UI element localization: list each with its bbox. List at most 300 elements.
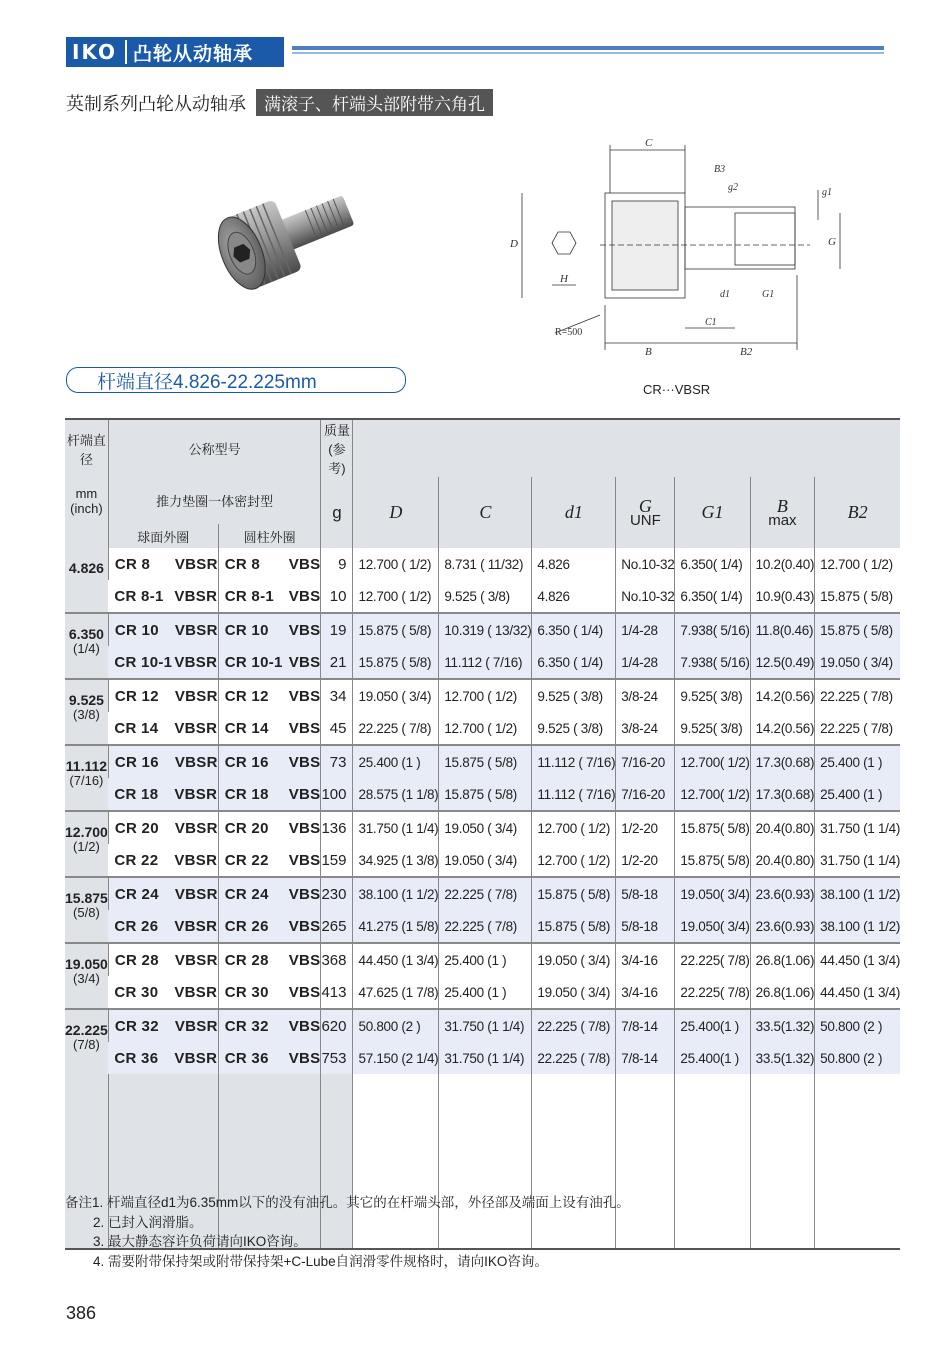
- cell-G: 7/16-20: [616, 745, 675, 778]
- shaft-dia-mm: 9.525: [68, 692, 104, 708]
- cell-C: 19.050 ( 3/4): [439, 844, 532, 877]
- bearing-photo: [185, 170, 380, 310]
- cell-g: 73: [321, 745, 353, 778]
- cell-B2: 38.100 (1 1/2): [815, 877, 900, 910]
- cell-C: 10.319 ( 13/32): [439, 613, 532, 646]
- model-spherical: [108, 613, 218, 646]
- th-g: g: [321, 477, 353, 548]
- cell-g: 159: [321, 844, 353, 877]
- cell-B: 11.8(0.46): [750, 613, 815, 646]
- model-suffix: VBS: [288, 785, 321, 803]
- cell-B2: 25.400 (1 ): [815, 778, 900, 811]
- model-suffix: VBSR: [174, 653, 218, 671]
- cell-G1: 25.400(1 ): [675, 1009, 750, 1042]
- cell-D: 38.100 (1 1/2): [353, 877, 439, 910]
- model-suffix: VBS: [288, 555, 321, 573]
- model-cylindrical: [218, 877, 321, 910]
- table-row: [65, 745, 900, 778]
- table-row: [65, 844, 900, 877]
- model-prefix: CR 8: [224, 555, 261, 573]
- header-rule-thin: [292, 52, 884, 54]
- th-B-max: max: [768, 511, 797, 529]
- th-G1: G1: [675, 477, 750, 548]
- cell-C: 12.700 ( 1/2): [439, 712, 532, 745]
- shaft-dia-cell: [65, 943, 108, 1009]
- cell-d1: 11.112 ( 7/16): [532, 745, 616, 778]
- model-suffix: VBSR: [174, 819, 218, 837]
- model-suffix: VBSR: [174, 753, 218, 771]
- cell-C: 22.225 ( 7/8): [439, 877, 532, 910]
- dim-label-H: H: [560, 273, 568, 285]
- cell-B: 10.9(0.43): [750, 580, 815, 613]
- cell-g: 10: [321, 580, 353, 613]
- shaft-dia-cell: [65, 548, 108, 613]
- shaft-dia-mm: 19.050: [65, 956, 108, 972]
- cell-G: No.10-32: [616, 548, 675, 580]
- header-banner: [66, 37, 284, 67]
- model-prefix: CR 10: [224, 621, 269, 639]
- model-prefix: CR 16: [224, 753, 269, 771]
- shaft-dia-inch: (7/8): [73, 1037, 100, 1052]
- cell-g: 9: [321, 548, 353, 580]
- brand-logo: IKO: [66, 40, 127, 64]
- model-prefix: CR 10-1: [114, 653, 173, 671]
- model-suffix: VBS: [288, 653, 321, 671]
- drawing-caption: CR···VBSR: [643, 382, 711, 397]
- model-prefix: CR 10-1: [224, 653, 283, 671]
- cell-D: 31.750 (1 1/4): [353, 811, 439, 844]
- cell-g: 45: [321, 712, 353, 745]
- cell-G: 1/4-28: [616, 646, 675, 679]
- cell-G1: 6.350( 1/4): [675, 548, 750, 580]
- cell-d1: 9.525 ( 3/8): [532, 679, 616, 712]
- cell-g: 34: [321, 679, 353, 712]
- shaft-dia-mm: 12.700: [65, 824, 108, 840]
- model-prefix: CR 20: [224, 819, 269, 837]
- cell-d1: 22.225 ( 7/8): [532, 1009, 616, 1042]
- model-suffix: VBSR: [174, 785, 218, 803]
- cell-G: 3/4-16: [616, 976, 675, 1009]
- table-row: [65, 679, 900, 712]
- shaft-dia-cell: [65, 745, 108, 811]
- cell-C: 25.400 (1 ): [439, 943, 532, 976]
- cell-C: 9.525 ( 3/8): [439, 580, 532, 613]
- cell-d1: 6.350 ( 1/4): [532, 613, 616, 646]
- model-prefix: CR 22: [114, 851, 159, 869]
- cell-B: 12.5(0.49): [750, 646, 815, 679]
- model-suffix: VBSR: [174, 1017, 218, 1035]
- model-suffix: VBS: [288, 1017, 321, 1035]
- cell-G1: 7.938( 5/16): [675, 613, 750, 646]
- model-prefix: CR 8: [114, 555, 151, 573]
- cell-G1: 19.050( 3/4): [675, 877, 750, 910]
- cell-g: 753: [321, 1042, 353, 1074]
- cell-C: 8.731 ( 11/32): [439, 548, 532, 580]
- cell-G1: 25.400(1 ): [675, 1042, 750, 1074]
- model-suffix: VBS: [288, 1049, 321, 1067]
- shaft-dia-inch: (5/8): [73, 905, 100, 920]
- th-shaft-dia: [65, 419, 108, 477]
- model-prefix: CR 18: [224, 785, 269, 803]
- table-row: [65, 1042, 900, 1074]
- cell-C: 19.050 ( 3/4): [439, 811, 532, 844]
- model-cylindrical: [218, 580, 321, 613]
- shaft-dia-mm: 6.350: [68, 626, 104, 642]
- cell-D: 22.225 ( 7/8): [353, 712, 439, 745]
- cell-g: 620: [321, 1009, 353, 1042]
- cell-B2: 22.225 ( 7/8): [815, 679, 900, 712]
- table-row: [65, 943, 900, 976]
- cell-B: 23.6(0.93): [750, 877, 815, 910]
- cell-d1: 9.525 ( 3/8): [532, 712, 616, 745]
- model-cylindrical: [218, 745, 321, 778]
- cell-G1: 9.525( 3/8): [675, 679, 750, 712]
- cell-C: 22.225 ( 7/8): [439, 910, 532, 943]
- subtitle-tag: 满滚子、杆端头部附带六角孔: [256, 89, 493, 116]
- model-prefix: CR 12: [224, 687, 269, 705]
- dim-label-G: G: [828, 236, 836, 248]
- th-D: D: [353, 477, 439, 548]
- table-row: [65, 976, 900, 1009]
- shaft-dia-inch: (3/8): [73, 707, 100, 722]
- cell-B: 20.4(0.80): [750, 811, 815, 844]
- model-spherical: [108, 844, 218, 877]
- model-spherical: [108, 1009, 218, 1042]
- model-cylindrical: [218, 712, 321, 745]
- header-rule: [292, 46, 884, 50]
- cell-G: 5/8-18: [616, 877, 675, 910]
- th-thrust-type: 推力垫圈一体密封型: [108, 477, 321, 524]
- cell-G1: 9.525( 3/8): [675, 712, 750, 745]
- dim-label-g1: g1: [822, 187, 832, 198]
- th-B2: B2: [815, 477, 900, 548]
- cell-B: 14.2(0.56): [750, 679, 815, 712]
- model-prefix: CR 26: [224, 917, 269, 935]
- cell-G1: 15.875( 5/8): [675, 844, 750, 877]
- cell-g: 265: [321, 910, 353, 943]
- model-cylindrical: [218, 943, 321, 976]
- th-cylindrical: 圆柱外圈: [218, 524, 321, 548]
- th-G: [616, 477, 675, 548]
- cell-B2: 31.750 (1 1/4): [815, 811, 900, 844]
- table-row: [65, 580, 900, 613]
- model-cylindrical: [218, 1009, 321, 1042]
- shaft-dia-cell: [65, 811, 108, 877]
- table-row: [65, 877, 900, 910]
- dim-label-B3: B3: [714, 164, 726, 175]
- cell-G: 1/2-20: [616, 811, 675, 844]
- cell-D: 44.450 (1 3/4): [353, 943, 439, 976]
- note-3: 3. 最大静态容许负荷请向IKO咨询。: [93, 1234, 307, 1249]
- model-suffix: VBSR: [174, 951, 218, 969]
- model-prefix: CR 30: [114, 983, 159, 1001]
- cell-G: 3/8-24: [616, 679, 675, 712]
- th-inch-cont: [65, 524, 108, 548]
- dim-label-g2: g2: [728, 182, 738, 193]
- model-suffix: VBSR: [174, 885, 218, 903]
- th-shaft-dia-label: 杆端直径: [66, 432, 106, 467]
- cell-d1: 19.050 ( 3/4): [532, 943, 616, 976]
- model-prefix: CR 18: [114, 785, 159, 803]
- cell-C: 31.750 (1 1/4): [439, 1009, 532, 1042]
- dim-label-d1: d1: [720, 289, 730, 300]
- model-spherical: [108, 778, 218, 811]
- cell-B2: 19.050 ( 3/4): [815, 646, 900, 679]
- shaft-dia-inch: (3/4): [73, 971, 100, 986]
- th-dimensions-blank: [353, 419, 900, 477]
- model-prefix: CR 36: [114, 1049, 159, 1067]
- model-suffix: VBS: [288, 851, 321, 869]
- filler-cell: [815, 1074, 900, 1249]
- cell-G: 7/16-20: [616, 778, 675, 811]
- dim-label-B: B: [645, 346, 652, 358]
- shaft-dia-inch: (7/16): [69, 773, 104, 788]
- cell-G: 7/8-14: [616, 1042, 675, 1074]
- shaft-dia-cell: [65, 679, 108, 745]
- model-prefix: CR 24: [224, 885, 269, 903]
- cell-D: 15.875 ( 5/8): [353, 613, 439, 646]
- model-suffix: VBSR: [174, 851, 218, 869]
- model-spherical: [108, 910, 218, 943]
- model-suffix: VBSR: [174, 555, 218, 573]
- model-cylindrical: [218, 679, 321, 712]
- subtitle: [66, 89, 493, 116]
- model-prefix: CR 22: [224, 851, 269, 869]
- filler-cell: [675, 1074, 750, 1249]
- model-suffix: VBS: [288, 753, 321, 771]
- cell-G: 1/2-20: [616, 844, 675, 877]
- model-suffix: VBS: [288, 917, 321, 935]
- cell-B2: 22.225 ( 7/8): [815, 712, 900, 745]
- cell-C: 15.875 ( 5/8): [439, 778, 532, 811]
- shaft-dia-mm: 22.225: [65, 1022, 108, 1038]
- model-prefix: CR 36: [224, 1049, 269, 1067]
- cell-g: 21: [321, 646, 353, 679]
- cell-d1: 19.050 ( 3/4): [532, 976, 616, 1009]
- model-spherical: [108, 877, 218, 910]
- shaft-dia-cell: [65, 613, 108, 679]
- model-prefix: CR 12: [114, 687, 159, 705]
- page-number: 386: [66, 1303, 97, 1323]
- cell-g: 136: [321, 811, 353, 844]
- spec-table-body: [65, 548, 900, 1249]
- cell-G: 1/4-28: [616, 613, 675, 646]
- cell-G1: 15.875( 5/8): [675, 811, 750, 844]
- th-G-label: G: [638, 495, 652, 516]
- cell-d1: 4.826: [532, 548, 616, 580]
- cell-d1: 11.112 ( 7/16): [532, 778, 616, 811]
- model-suffix: VBSR: [174, 917, 218, 935]
- cell-D: 15.875 ( 5/8): [353, 646, 439, 679]
- cell-d1: 4.826: [532, 580, 616, 613]
- cell-D: 47.625 (1 7/8): [353, 976, 439, 1009]
- cell-d1: 12.700 ( 1/2): [532, 844, 616, 877]
- cell-B: 10.2(0.40): [750, 548, 815, 580]
- shaft-dia-cell: [65, 1009, 108, 1074]
- cell-B2: 12.700 ( 1/2): [815, 548, 900, 580]
- table-row: [65, 613, 900, 646]
- cell-B2: 50.800 (2 ): [815, 1042, 900, 1074]
- cell-D: 12.700 ( 1/2): [353, 548, 439, 580]
- cell-g: 19: [321, 613, 353, 646]
- cell-B2: 38.100 (1 1/2): [815, 910, 900, 943]
- model-cylindrical: [218, 613, 321, 646]
- cell-B2: 44.450 (1 3/4): [815, 976, 900, 1009]
- cell-D: 28.575 (1 1/8): [353, 778, 439, 811]
- model-spherical: [108, 1042, 218, 1074]
- model-cylindrical: [218, 976, 321, 1009]
- model-suffix: VBS: [288, 885, 321, 903]
- dim-label-D: D: [510, 238, 518, 250]
- model-spherical: [108, 976, 218, 1009]
- th-mass: 质量 (参考): [321, 419, 353, 477]
- table-row: [65, 712, 900, 745]
- model-cylindrical: [218, 910, 321, 943]
- cell-d1: 15.875 ( 5/8): [532, 877, 616, 910]
- filler-cell: [750, 1074, 815, 1249]
- cell-B: 33.5(1.32): [750, 1009, 815, 1042]
- cell-B: 26.8(1.06): [750, 943, 815, 976]
- dim-label-C1: C1: [705, 317, 717, 328]
- cell-B: 20.4(0.80): [750, 844, 815, 877]
- cell-C: 11.112 ( 7/16): [439, 646, 532, 679]
- cell-B: 26.8(1.06): [750, 976, 815, 1009]
- table-row: [65, 646, 900, 679]
- model-prefix: CR 24: [114, 885, 159, 903]
- model-prefix: CR 8-1: [114, 587, 164, 605]
- cell-G1: 19.050( 3/4): [675, 910, 750, 943]
- cell-C: 25.400 (1 ): [439, 976, 532, 1009]
- model-prefix: CR 26: [114, 917, 159, 935]
- cell-B2: 25.400 (1 ): [815, 745, 900, 778]
- th-d1: d1: [532, 477, 616, 548]
- model-prefix: CR 28: [224, 951, 269, 969]
- model-suffix: VBSR: [174, 687, 218, 705]
- cell-B2: 50.800 (2 ): [815, 1009, 900, 1042]
- note-4: 4. 需要附带保持架或附带保持架+C-Lube自润滑零件规格时，请向IKO咨询。: [93, 1253, 548, 1269]
- table-row: [65, 811, 900, 844]
- cell-G1: 12.700( 1/2): [675, 745, 750, 778]
- shaft-dia-mm: 11.112: [65, 758, 108, 774]
- dim-label-R: R=500: [555, 327, 583, 338]
- model-cylindrical: [218, 844, 321, 877]
- model-suffix: VBSR: [174, 983, 218, 1001]
- model-suffix: VBS: [288, 951, 321, 969]
- cell-B: 17.3(0.68): [750, 745, 815, 778]
- cell-D: 19.050 ( 3/4): [353, 679, 439, 712]
- cell-d1: 12.700 ( 1/2): [532, 811, 616, 844]
- model-spherical: [108, 811, 218, 844]
- cell-D: 12.700 ( 1/2): [353, 580, 439, 613]
- spec-table: [65, 418, 900, 1250]
- cell-B: 33.5(1.32): [750, 1042, 815, 1074]
- cell-D: 50.800 (2 ): [353, 1009, 439, 1042]
- model-suffix: VBS: [288, 621, 321, 639]
- cell-G1: 12.700( 1/2): [675, 778, 750, 811]
- shaft-dia-mm: 4.826: [68, 560, 104, 576]
- cell-g: 413: [321, 976, 353, 1009]
- model-cylindrical: [218, 778, 321, 811]
- cell-g: 100: [321, 778, 353, 811]
- table-row: [65, 910, 900, 943]
- th-mm-inch: mm (inch): [65, 477, 108, 524]
- cell-g: 368: [321, 943, 353, 976]
- th-spherical: 球面外圈: [108, 524, 218, 548]
- cell-g: 230: [321, 877, 353, 910]
- cell-D: 34.925 (1 3/8): [353, 844, 439, 877]
- model-cylindrical: [218, 1042, 321, 1074]
- model-spherical: [108, 580, 218, 613]
- model-cylindrical: [218, 646, 321, 679]
- model-spherical: [108, 646, 218, 679]
- table-row: [65, 548, 900, 580]
- model-prefix: CR 8-1: [224, 587, 275, 605]
- cell-G1: 22.225( 7/8): [675, 976, 750, 1009]
- range-label: 杆端直径4.826-22.225mm: [66, 367, 406, 393]
- th-designation: 公称型号: [108, 419, 321, 477]
- cell-B2: 44.450 (1 3/4): [815, 943, 900, 976]
- shaft-dia-mm: 15.875: [65, 890, 108, 906]
- model-suffix: VBS: [288, 819, 321, 837]
- cell-B: 23.6(0.93): [750, 910, 815, 943]
- cell-G: 7/8-14: [616, 1009, 675, 1042]
- cell-G: 3/4-16: [616, 943, 675, 976]
- shaft-dia-inch: (1/2): [73, 839, 100, 854]
- shaft-dia-cell: [65, 877, 108, 943]
- cell-B2: 31.750 (1 1/4): [815, 844, 900, 877]
- cell-C: 15.875 ( 5/8): [439, 745, 532, 778]
- th-B-label: B: [776, 495, 788, 516]
- cell-C: 12.700 ( 1/2): [439, 679, 532, 712]
- model-prefix: CR 14: [224, 719, 269, 737]
- model-prefix: CR 20: [114, 819, 159, 837]
- model-suffix: VBSR: [174, 1049, 218, 1067]
- model-cylindrical: [218, 548, 321, 580]
- cell-B: 17.3(0.68): [750, 778, 815, 811]
- th-G-unf: UNF: [629, 511, 661, 529]
- cell-B2: 15.875 ( 5/8): [815, 580, 900, 613]
- model-prefix: CR 28: [114, 951, 159, 969]
- model-prefix: CR 16: [114, 753, 159, 771]
- cell-B2: 15.875 ( 5/8): [815, 613, 900, 646]
- cell-G1: 22.225( 7/8): [675, 943, 750, 976]
- model-cylindrical: [218, 811, 321, 844]
- model-spherical: [108, 712, 218, 745]
- cell-G1: 7.938( 5/16): [675, 646, 750, 679]
- model-suffix: VBSR: [174, 587, 218, 605]
- model-prefix: CR 32: [114, 1017, 159, 1035]
- model-spherical: [108, 679, 218, 712]
- model-prefix: CR 30: [224, 983, 269, 1001]
- cell-B: 14.2(0.56): [750, 712, 815, 745]
- cell-G: No.10-32: [616, 580, 675, 613]
- cell-d1: 22.225 ( 7/8): [532, 1042, 616, 1074]
- cell-D: 25.400 (1 ): [353, 745, 439, 778]
- model-prefix: CR 14: [114, 719, 159, 737]
- note-1: 备注1. 杆端直径d1为6.35mm以下的没有油孔。其它的在杆端头部，外径部及端面上设有油孔。: [65, 1195, 630, 1210]
- model-prefix: CR 10: [114, 621, 159, 639]
- note-2: 2. 已封入润滑脂。: [93, 1214, 203, 1230]
- shaft-dia-inch: (1/4): [73, 641, 100, 656]
- cell-G1: 6.350( 1/4): [675, 580, 750, 613]
- dim-label-G1: G1: [762, 289, 775, 300]
- cell-D: 41.275 (1 5/8): [353, 910, 439, 943]
- model-suffix: VBS: [288, 719, 321, 737]
- table-row: [65, 1009, 900, 1042]
- cell-G: 3/8-24: [616, 712, 675, 745]
- notes: [65, 1193, 630, 1271]
- model-suffix: VBSR: [174, 719, 218, 737]
